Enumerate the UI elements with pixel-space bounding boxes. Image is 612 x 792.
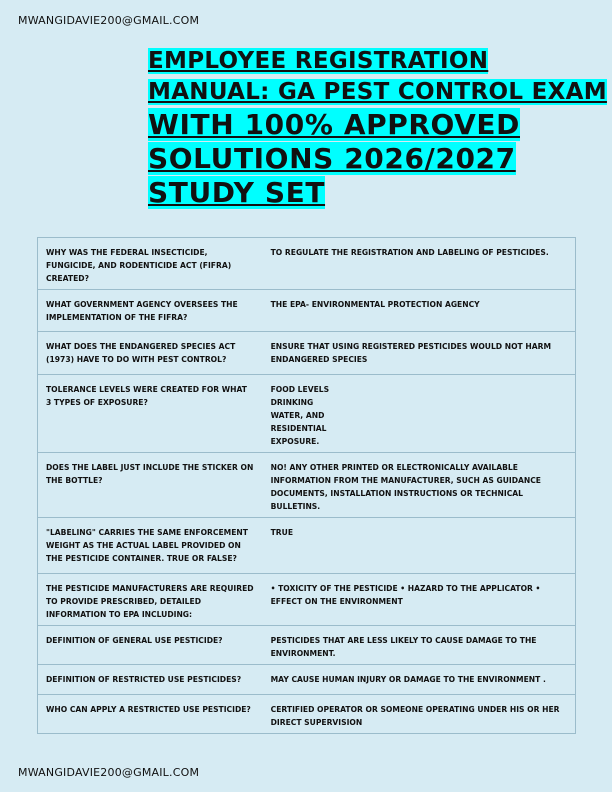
answer-cell: THE EPA- ENVIRONMENTAL PROTECTION AGENCY [263, 290, 576, 332]
table-row [38, 665, 576, 695]
question-cell: WHAT DOES THE ENDANGERED SPECIES ACT (1973) HAVE TO DO WITH PEST CONTROL? [38, 332, 263, 375]
table-row [38, 518, 576, 574]
table-row [38, 453, 576, 518]
title-line-4: SOLUTIONS 2026/2027 [148, 142, 516, 175]
footer-email: MWANGIDAVIE200@GMAIL.COM [18, 766, 200, 779]
question-cell: WHY WAS THE FEDERAL INSECTICIDE, FUNGICIDE, AND RODENTICIDE ACT (FIFRA) CREATED? [38, 238, 263, 290]
question-cell: WHAT GOVERNMENT AGENCY OVERSEES THE IMPLEMENTATION OF THE FIFRA? [38, 290, 263, 332]
answer-line: RESIDENTIAL [270, 424, 327, 433]
title-line-3: WITH 100% APPROVED [148, 108, 520, 141]
document-title [148, 46, 607, 210]
answer-line: EXPOSURE. [270, 437, 320, 446]
answer-cell: CERTIFIED OPERATOR OR SOMEONE OPERATING UNDER HIS OR HER DIRECT SUPERVISION [263, 695, 576, 734]
table-row [38, 375, 576, 453]
question-cell: "LABELING" CARRIES THE SAME ENFORCEMENT WEIGHT AS THE ACTUAL LABEL PROVIDED ON THE PESTICIDE CONTAINER. TRUE OR FALSE? [38, 518, 263, 574]
question-cell: DEFINITION OF GENERAL USE PESTICIDE? [38, 626, 263, 665]
header-email: MWANGIDAVIE200@GMAIL.COM [18, 14, 200, 27]
table-row [38, 290, 576, 332]
question-cell: TOLERANCE LEVELS WERE CREATED FOR WHAT 3 TYPES OF EXPOSURE? [38, 375, 263, 453]
answer-cell: PESTICIDES THAT ARE LESS LIKELY TO CAUSE DAMAGE TO THE ENVIRONMENT. [263, 626, 576, 665]
answer-line: DRINKING [270, 398, 314, 407]
title-line-1: EMPLOYEE REGISTRATION [148, 48, 489, 74]
answer-cell: MAY CAUSE HUMAN INJURY OR DAMAGE TO THE ENVIRONMENT . [263, 665, 576, 695]
question-cell: THE PESTICIDE MANUFACTURERS ARE REQUIRED TO PROVIDE PRESCRIBED, DETAILED INFORMATION TO EPA INCLUDING: [38, 574, 263, 626]
answer-cell [263, 375, 576, 453]
answer-cell: • TOXICITY OF THE PESTICIDE • HAZARD TO THE APPLICATOR • EFFECT ON THE ENVIRONMENT [263, 574, 576, 626]
answer-line: FOOD LEVELS [270, 385, 330, 394]
answer-cell: ENSURE THAT USING REGISTERED PESTICIDES WOULD NOT HARM ENDANGERED SPECIES [263, 332, 576, 375]
question-cell: WHO CAN APPLY A RESTRICTED USE PESTICIDE? [38, 695, 263, 734]
answer-cell: TO REGULATE THE REGISTRATION AND LABELING OF PESTICIDES. [263, 238, 576, 290]
table-row [38, 574, 576, 626]
answer-cell: TRUE [263, 518, 576, 574]
qa-table [37, 237, 576, 734]
table-row [38, 238, 576, 290]
answer-cell: NO! ANY OTHER PRINTED OR ELECTRONICALLY AVAILABLE INFORMATION FROM THE MANUFACTURER, SUCH AS GUIDANCE DOCUMENTS, INSTALLATION INSTRUCTIONS OR TECHNICAL BULLETINS. [263, 453, 576, 518]
question-cell: DEFINITION OF RESTRICTED USE PESTICIDES? [38, 665, 263, 695]
question-cell: DOES THE LABEL JUST INCLUDE THE STICKER ON THE BOTTLE? [38, 453, 263, 518]
answer-line: WATER, AND [270, 411, 325, 420]
title-line-5: STUDY SET [148, 176, 326, 209]
table-row [38, 626, 576, 665]
table-row [38, 332, 576, 375]
title-line-2: MANUAL: GA PEST CONTROL EXAM [148, 79, 607, 105]
table-row [38, 695, 576, 734]
